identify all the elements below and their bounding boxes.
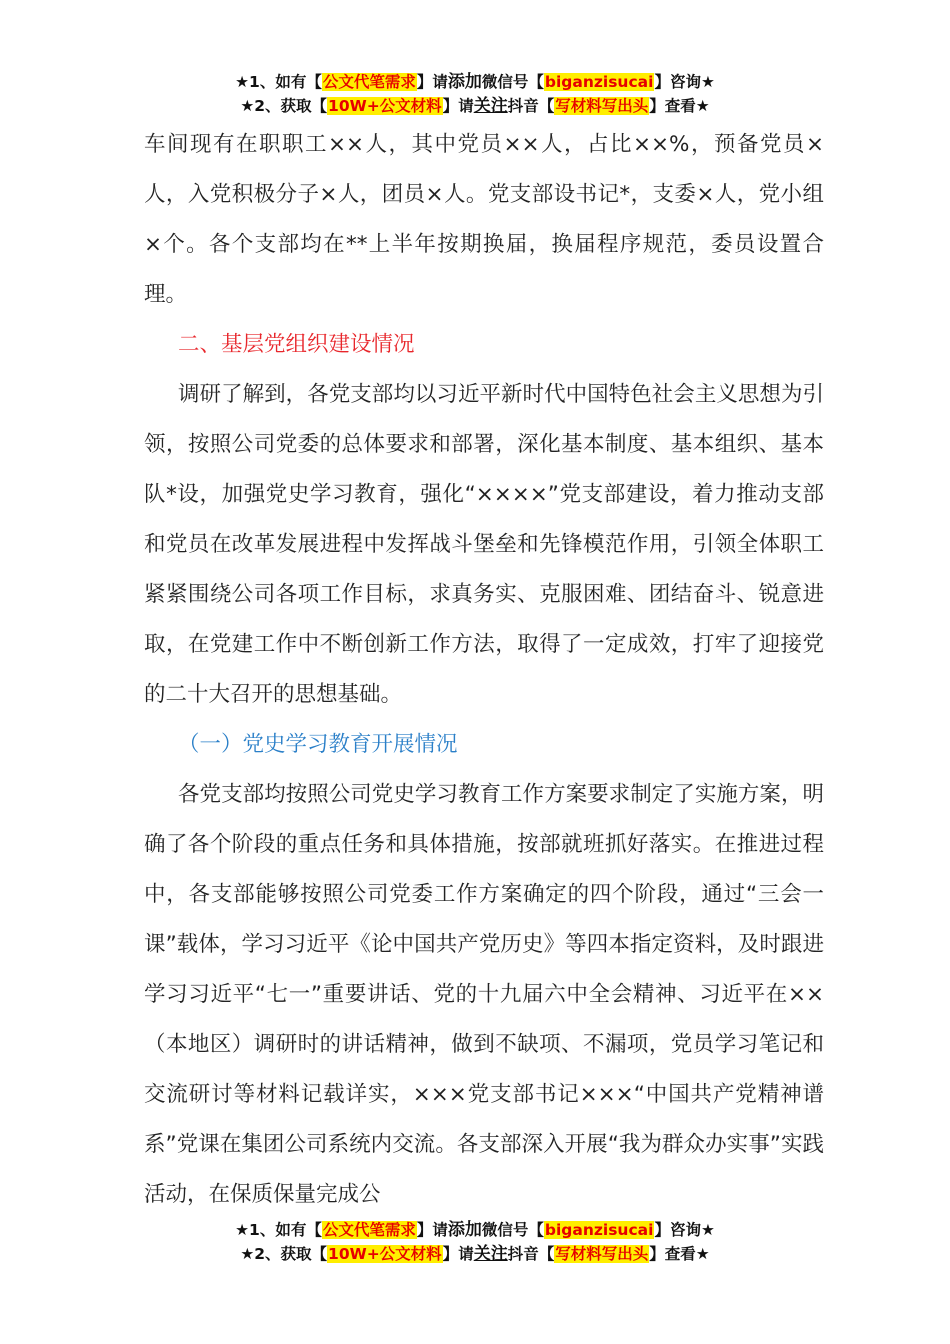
promo-line-1 xyxy=(0,70,950,94)
paragraph: 车间现有在职职工××人，其中党员××人，占比××%，预备党员×人，入党积极分子×人，团员×人。党支部设书记*，支委×人，党小组×个。各个支部均在**上半年按期换届，换届程序规范，委员设置合理。 xyxy=(144,132,824,307)
promo-text: 抖音【 xyxy=(507,1245,555,1263)
promo-text: 】咨询★ xyxy=(654,1221,715,1239)
promo-highlight: 公文代笔需求 xyxy=(322,1221,416,1239)
section-heading: 二、基层党组织建设情况 xyxy=(178,332,415,357)
promo-line-2 xyxy=(0,94,950,118)
promo-highlight: 10W+公文材料 xyxy=(328,97,442,115)
promo-line-2 xyxy=(0,1242,950,1266)
promo-text: 】请 xyxy=(416,1221,448,1239)
promo-text: 】请 xyxy=(416,73,448,91)
promo-emphasis: 关注 xyxy=(473,96,508,116)
paragraph: 各党支部均按照公司党史学习教育工作方案要求制定了实施方案，明确了各个阶段的重点任务和具体措施，按部就班抓好落实。在推进过程中，各支部能够按照公司党委工作方案确定的四个阶段，通过“三会一课”载体，学习习近平《论中国共产党历史》等四本指定资料，及时跟进学习习近平“七一”重要讲话、党的十九届六中全会精神、习近平在××（本地区）调研时的讲话精神，做到不缺项、不漏项，党员学习笔记和交流研讨等材料记载详实，×××党支部书记×××“中国共产党精神谱系”党课在集团公司系统内交流。各支部深入开展“我为群众办实事”实践活动，在保质保量完成公 xyxy=(144,782,824,1207)
promo-highlight: 10W+公文材料 xyxy=(328,1245,442,1263)
document-body xyxy=(144,120,824,1220)
subsection-heading: （一）党史学习教育开展情况 xyxy=(178,732,458,757)
top-promo-banner xyxy=(0,70,950,118)
promo-highlight: 写材料写出头 xyxy=(555,97,649,115)
promo-text: 】请 xyxy=(442,97,474,115)
promo-emphasis: 关注 xyxy=(473,1244,508,1264)
promo-text: ★2、获取【 xyxy=(240,97,328,115)
bottom-promo-banner xyxy=(0,1218,950,1266)
promo-line-1 xyxy=(0,1218,950,1242)
promo-text: 】查看★ xyxy=(649,1245,710,1263)
promo-highlight: 写材料写出头 xyxy=(555,1245,649,1263)
promo-text: ★1、如有【 xyxy=(235,1221,322,1239)
paragraph: 调研了解到，各党支部均以习近平新时代中国特色社会主义思想为引领，按照公司党委的总体要求和部署，深化基本制度、基本组织、基本队*设，加强党史学习教育，强化“××××”党支部建设，着力推动支部和党员在改革发展进程中发挥战斗堡垒和先锋模范作用，引领全体职工紧紧围绕公司各项工作目标，求真务实、克服困难、团结奋斗、锐意进取，在党建工作中不断创新工作方法，取得了一定成效，打牢了迎接党的二十大召开的思想基础。 xyxy=(144,382,824,707)
promo-text: ★2、获取【 xyxy=(240,1245,328,1263)
promo-text: 微信号【 xyxy=(481,1221,544,1239)
promo-emphasis: 添加 xyxy=(447,1220,482,1240)
promo-text: 】请 xyxy=(442,1245,474,1263)
promo-text: 】咨询★ xyxy=(654,73,715,91)
promo-highlight: 公文代笔需求 xyxy=(322,73,416,91)
promo-text: 微信号【 xyxy=(481,73,544,91)
promo-highlight: biganzisucai xyxy=(544,73,654,91)
promo-text: 】查看★ xyxy=(649,97,710,115)
promo-emphasis: 添加 xyxy=(447,72,482,92)
promo-highlight: biganzisucai xyxy=(544,1221,654,1239)
promo-text: 抖音【 xyxy=(507,97,555,115)
promo-text: ★1、如有【 xyxy=(235,73,322,91)
